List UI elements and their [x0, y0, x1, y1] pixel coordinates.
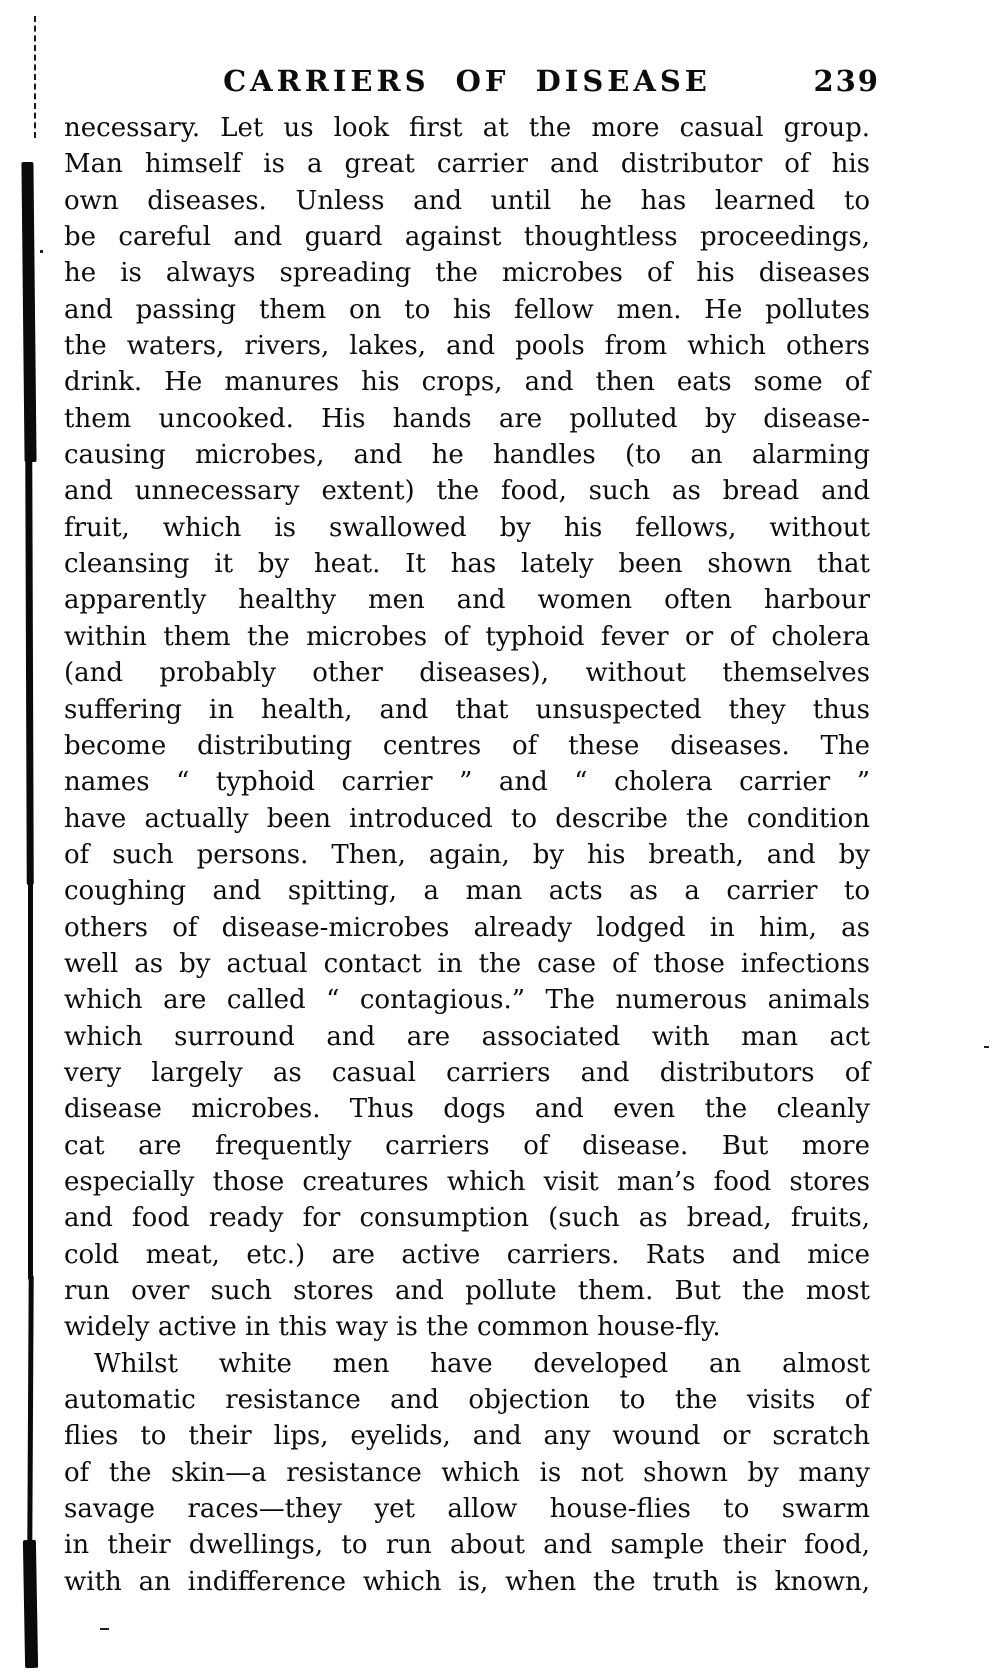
text-line: savage races—they yet allow house-flies to swarm: [64, 1494, 870, 1525]
text-line: others of disease-microbes already lodged in him, as: [64, 912, 870, 943]
scan-speckle: [40, 250, 43, 253]
text-line: Whilst white men have developed an almost: [94, 1348, 870, 1379]
text-line: cleansing it by heat. It has lately been shown that: [64, 549, 870, 580]
paragraph: [64, 110, 870, 1346]
binding-shadow-bar: [25, 455, 34, 885]
text-line: Man himself is a great carrier and distributor of his: [64, 149, 870, 180]
text-line: and passing them on to his fellow men. He pollutes: [64, 294, 870, 325]
text-line: automatic resistance and objection to the visits of: [64, 1385, 870, 1416]
text-line: of the skin—a resistance which is not shown by many: [64, 1457, 870, 1488]
page-header: [64, 64, 880, 104]
running-head-title: CARRIERS OF DISEASE: [223, 64, 711, 98]
text-line: fruit, which is swallowed by his fellows, without: [64, 512, 870, 543]
binding-crease-dashed-line: [34, 16, 36, 138]
text-line: disease microbes. Thus dogs and even the cleanly: [64, 1094, 870, 1125]
text-line: which surround and are associated with man act: [64, 1021, 870, 1052]
text-line: become distributing centres of these diseases. The: [64, 730, 870, 761]
text-line: coughing and spitting, a man acts as a carrier to: [64, 876, 870, 907]
text-line: and unnecessary extent) the food, such as bread and: [64, 476, 870, 507]
text-line: he is always spreading the microbes of his diseases: [64, 258, 870, 289]
text-line: have actually been introduced to describe the condition: [64, 803, 870, 834]
binding-shadow-bar: [21, 162, 36, 462]
text-line: which are called “ contagious.” The numerous animals: [64, 985, 870, 1016]
text-line: run over such stores and pollute them. But the most: [64, 1276, 870, 1306]
body-text: [64, 110, 870, 1600]
text-line: drink. He manures his crops, and then eats some of: [64, 367, 870, 398]
text-line: (and probably other diseases), without themselves: [64, 658, 870, 689]
text-line: very largely as casual carriers and distributors of: [64, 1057, 870, 1088]
text-line: flies to their lips, eyelids, and any wound or scratch: [64, 1421, 870, 1452]
text-line: be careful and guard against thoughtless proceedings,: [64, 222, 870, 253]
text-line: widely active in this way is the common house-fly.: [64, 1312, 721, 1343]
paragraph: [64, 1346, 870, 1600]
text-line: cat are frequently carriers of disease. But more: [64, 1130, 870, 1161]
text-line: names “ typhoid carrier ” and “ cholera carrier ”: [64, 767, 870, 798]
text-line: own diseases. Unless and until he has learned to: [64, 185, 870, 216]
text-line: them uncooked. His hands are polluted by disease-: [64, 403, 870, 434]
text-line: causing microbes, and he handles (to an alarming: [64, 440, 870, 471]
page-number: 239: [813, 64, 880, 98]
text-line: especially those creatures which visit man’s food stores: [64, 1166, 870, 1197]
text-line: and food ready for consumption (such as bread, fruits,: [64, 1203, 870, 1234]
scan-speckle: [984, 1046, 989, 1048]
text-line: apparently healthy men and women often harbour: [64, 585, 870, 616]
text-line: within them the microbes of typhoid fever or of cholera: [64, 621, 870, 652]
binding-shadow-bar: [27, 1275, 33, 1545]
text-line: necessary. Let us look first at the more casual group.: [64, 113, 870, 143]
text-line: suffering in health, and that unsuspected they thus: [64, 694, 870, 725]
binding-shadow-bar: [23, 1540, 38, 1668]
text-line: of such persons. Then, again, by his breath, and by: [64, 839, 870, 870]
text-line: with an indifference which is, when the truth is known,: [64, 1566, 870, 1597]
text-line: the waters, rivers, lakes, and pools from which others: [64, 331, 870, 362]
text-line: in their dwellings, to run about and sample their food,: [64, 1530, 870, 1561]
binding-shadow-bar: [28, 880, 33, 1280]
scan-speckle: [100, 1628, 109, 1630]
text-line: well as by actual contact in the case of those infections: [64, 948, 870, 979]
text-line: cold meat, etc.) are active carriers. Rats and mice: [64, 1239, 870, 1270]
